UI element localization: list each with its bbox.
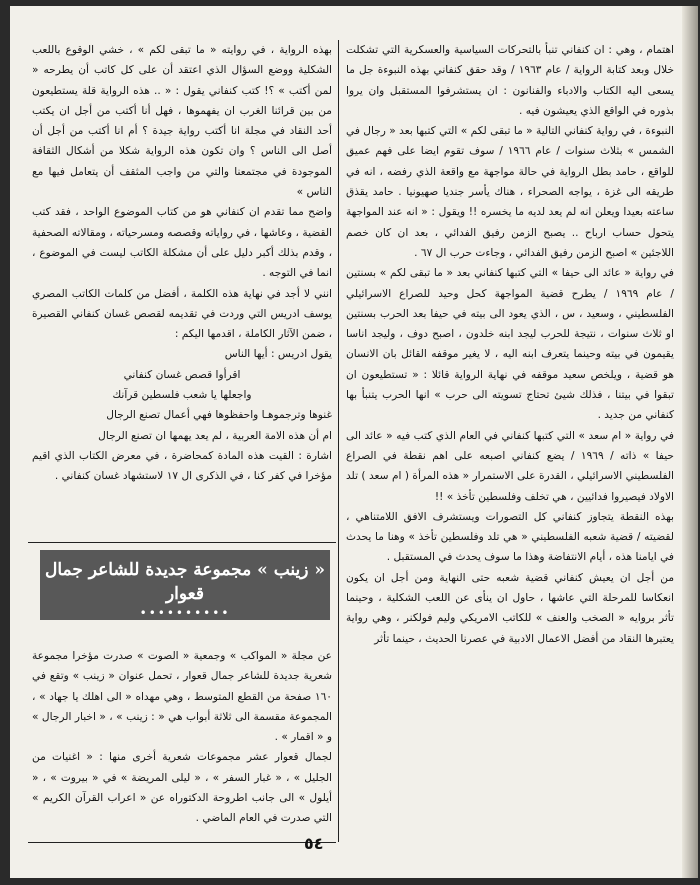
- article-paragraph: بهذه النقطة يتجاوز كنفاني كل التصورات ويستشرف الافق اللامتناهي ، لقضيته / قضية شعبه الفلسطيني « هي تلد وفلسطين تأخذ » وهنا ما يحدث في ايامنا هذه ، أيام الانتفاضة وهذا ما سوف يحدث في المستقبل .: [346, 510, 674, 564]
- magazine-page: [10, 6, 698, 878]
- bottom-rule: [28, 842, 336, 843]
- news-paragraph: لجمال قعوار عشر مجموعات شعرية أخرى منها : « اغنيات من الجليل » ، « غبار السفر » ، « ليلى المريضة » في « بيروت » ، « أيلول » الى جانب اطروحة الدكتوراه عن « اعراب القرآن الكريم » التي صدرت في العام الماضي .: [32, 751, 332, 825]
- page-number: ٥٤: [304, 834, 324, 853]
- section-rule: [28, 542, 336, 543]
- right-article-column: [346, 40, 674, 649]
- page-spine-shadow: [682, 6, 698, 878]
- quote-line: واجعلها يا شعب فلسطين قرآنك: [112, 389, 252, 402]
- article-paragraph: في رواية « عائد الى حيفا » التي كتبها كنفاني بعد « ما تبقى لكم » بسنتين / عام ١٩٦٩ / يطرح قضية المواجهة كحل وحيد للصراع الاسرائيلي الفلسطيني ، وسعيد ، س ، الذي يعود الى بيته في حيفا بعد الحرب بسنتين او ثلاث سنوات ، نتيجة للحرب ليجد ابنه خلدون ، اصبح دوف ، وليجد اناسا يقيمون في بيته وحينما يتعرف ابنه اليه ، لا يغير موقفه القائل بان الانسان هو قضية ، ويلخص سعيد موقفه في نهاية الرواية قائلا : « تستطيعون ان تبقوا في بيتنا ، فذلك شيئ تحتاج تسويته الى حرب » انها الحرب يتنبأ بها كنفاني من جديد .: [346, 267, 674, 422]
- news-headline-box: [40, 550, 330, 620]
- news-headline: « زينب » مجموعة جديدة للشاعر جمال قعوار: [44, 560, 325, 604]
- quote-intro: يقول ادريس : أيها الناس: [224, 348, 332, 361]
- left-article-column: [32, 40, 332, 487]
- article-paragraph: من أجل ان يعيش كنفاني قضية شعبه حتى النهاية ومن أجل ان يكون انعكاسا للمرحلة التي عاشها ، حاول ان ينأى عن اللعب الشكلية ، وحينما تأثر بروايه « الصخب والعنف » للكاتب الامريكي وليم فولكنر ، وهي رواية يعتبرها النقاد من أفضل الاعمال الادبية في عصرنا الحديث ، حينما تأثر: [346, 571, 674, 645]
- news-item-column: [32, 646, 332, 829]
- article-paragraph: بهذه الرواية ، في روايته « ما تبقى لكم » ، خشي الوقوع باللعب الشكلية ووضع السؤال الذي اعتقد أن على كل كاتب أن يطرحه « لمن أكتب » ؟! كتب كنفاني يقول : « .. هذه الرواية قلة يستطيعون من بين قرائنا الغرب ان يفهموها ، فهل أنا أكتب من أجل ان يكتب أحد النقاد في مجلة انا أكتب رواية جيدة ؟ أم انا أكتب من أجل أن أصل الى الناس ؟ وان تكون هذه الرواية شكلا من أشكال الثقافة الموجودة في مجتمعنا والتي من واجب المثقف أن يتعامل فيها مع الناس »: [32, 44, 332, 199]
- article-paragraph: اهتمام ، وهي : ان كنفاني تنبأ بالتحركات السياسية والعسكرية التي تشكلت خلال وبعد كتابة الرواية / عام ١٩٦٣ / وقد حقق كنفاني بهذه النبوءة جل ما يسعى اليه الكتاب والادباء والفنانون : ان يستشرفوا المستقبل وان يروا بذوره في الواقع الذي يعيشون فيه .: [346, 44, 675, 117]
- quote-line: غنوها وترجموهـا واحفظوها فهي أعمال تصنع الرجال: [106, 409, 332, 422]
- article-paragraph: النبوءة ، في رواية كنفاني التالية « ما تبقى لكم » التي كتبها بعد « رجال في الشمس » بثلاث سنوات / عام ١٩٦٦ / سوف تقوم ايضا على فهم عميق للواقع ، حامد بطل الرواية في حالة مواجهة مع واقعة الذي رفضه ، انه في طريقه الى غزة ، يواجه الصحراء ، هناك يأسر جنديا صهيونيا . حامد يقذق ساعته بعيدا ويعلن انه لم يعد لديه ما يخسره !! ويقول : « انه عند المواجهة يتحول حساب ارباح .. يصبح الزمن رفيق الفدائي ، بعد ان كان خصم اللاجئين » اصبح الزمن رفيق الفدائي ، وجاءت حرب ال ٦٧ .: [346, 125, 674, 259]
- column-divider: [338, 40, 339, 842]
- author-note: اشارة : القيت هذه المادة كمحاضرة ، في معرض الكتاب الذي اقيم مؤخرا في كفر كنا ، في الذكرى ال ١٧ لاستشهاد غسان كنفاني .: [32, 449, 332, 483]
- article-paragraph: واضح مما تقدم ان كنفاني هو من كتاب الموضوع الواحد ، فقد كتب القضية ، وعاشها ، في رواياته وقصصه ومسرحياته ، ومقالاته الصحفية ، وقدم بذلك أكبر دليل على أن مشكلة الكاتب ليست في الموضوع ، انما في التوجه .: [32, 206, 332, 280]
- news-paragraph: عن مجلة « المواكب » وجمعية « الصوت » صدرت مؤخرا مجموعة شعرية جديدة للشاعر جمال قعوار ، تحمل عنوان « زينب » وتقع في ١٦٠ صفحة من القطع المتوسط ، وهي مهداه « الى اهلك يا جهاد » ، المجموعة مقسمة الى ثلاثة أبواب هي « : زينب » ، « اخبار الرجال » و « اقمار » .: [32, 650, 332, 744]
- headline-dots: ••••••••••: [139, 606, 231, 620]
- quote-line: ام أن هذه الامة العربية ، لم يعد يهمها ان تصنع الرجال: [98, 429, 332, 442]
- article-paragraph: في رواية « ام سعد » التي كتبها كنفاني في العام الذي كتب فيه « عائد الى حيفا » ذاته / ١٩٦٩ / يضع كنفاني اصبعه على اهم نقطة في الصراع الفلسطيني الاسرائيلي ، القدرة على الاستمرار « هذه المرأة ( ام سعد ) تلد الاولاد فيصيروا فدائيين ، هي تخلف وفلسطين تأخذ » !!: [346, 429, 674, 503]
- quote-line: اقرأوا قصص غسان كنفاني: [123, 368, 241, 381]
- article-paragraph: انني لا أجد في نهاية هذه الكلمة ، أفضل من كلمات الكاتب المصري يوسف ادريس التي وردت في تقديمه لقصص غسان كنفاني القصيرة ، ضمن الآثار الكاملة ، اقدمها اليكم :: [32, 287, 332, 341]
